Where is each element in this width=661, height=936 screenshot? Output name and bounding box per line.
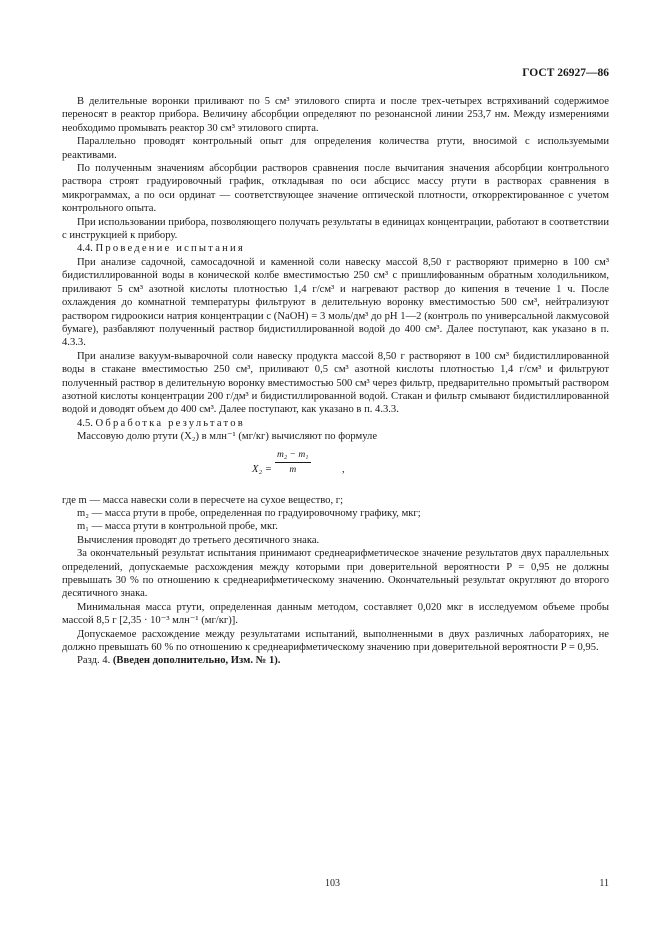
paragraph-7: Массовую долю ртути (X₂) в млн⁻¹ (мг/кг) вычисляют по формуле [77,431,378,443]
paragraph-3: По полученным значениям абсорбции растворов сравнения после вычитания значения абсорбции контрольного раствора строят градуировочный график, откладывая по оси абсцисс массу ртути в растворах сравнения в микрограммах, а по оси ординат — соответствующее значение оптической плотности, откорректированное с учетом контрольного опыта. [62,163,609,215]
formula-tail: , [342,463,345,475]
page-number: 103 [325,878,340,889]
definition-m1: m₁ — масса ртути в контрольной пробе, мкг. [77,521,278,533]
paragraph-12 [62,654,609,667]
section-4-5-number: 4.5. [77,417,93,429]
amendment-section-ref: Разд. 4. [77,655,111,667]
standard-header: ГОСТ 26927—86 [522,67,609,79]
paragraph-5: При анализе садочной, самосадочной и каменной соли навеску массой 8,50 г растворяют примерно в 100 см³ бидистиллированной воды в конической колбе вместимостью 250 см³ с пришлифованным обратным холодильником, приливают 5 см³ азотной кислоты плотностью 1,4 г/см³ и нагревают раствор до кипения в течение 1 ч. После охлаждения до комнатной температуры фильтруют в делительную воронку вместимостью 500 см³, нейтрализуют раствором гидроокиси натрия концентрации с (NaOH) = 3 моль/дм³ до pH 1—2 (контроль по универсальной лакмусовой бумаге), разбавляют полученный раствор бидистиллированной водой до 400 см³. Далее поступают, как указано в п. 4.3.3. [62,256,609,349]
footer-sheet-number: 11 [599,878,609,889]
formula-denominator: m [289,464,297,475]
section-4-4-number: 4.4. [77,243,93,255]
paragraph-2: Параллельно проводят контрольный опыт для определения количества ртути, вносимой с используемыми реактивами. [62,136,609,161]
paragraph-11: Допускаемое расхождение между результатами испытаний, выполненными в двух различных лабораториях, не должно превышать 60 % по отношению к среднеарифметическому значению при доверительной вероятности P = 0,95. [62,628,609,654]
document-body [62,95,609,668]
paragraph-1: В делительные воронки приливают по 5 см³ этилового спирта и после трех-четырех встряхиваний содержимое переносят в реактор прибора. Величину абсорбции определяют по резонансной линии 253,7 нм. Между измерениями необходимо промывать реактор 30 см³ этилового спирта. [62,96,609,134]
definition-m2: m₂ — масса ртути в пробе, определенная по градуировочному графику, мкг; [77,507,421,519]
section-4-4-title: Проведение испытания [95,243,245,255]
formula-lhs: X₂ = [252,463,272,475]
section-4-5-heading [62,417,609,430]
definition-m: где m — масса навески соли в пересчете на сухое вещество, г; [62,494,344,506]
formula-numerator: m₂ − m₁ [275,450,311,463]
paragraph-9: За окончательный результат испытания принимают среднеарифметическое значение результатов двух параллельных определений, допускаемые расхождения между которыми при доверительной вероятности P = 0,95 не должны превышать 30 % по отношению к среднеарифметическому значению. Окончательный результат округляют до второго десятичного знака. [62,548,609,600]
paragraph-8: Вычисления проводят до третьего десятичного знака. [77,534,320,546]
paragraph-6: При анализе вакуум-выварочной соли навеску продукта массой 8,50 г растворяют в 100 см³ бидистиллированной воды в стакане вместимостью 250 см³, приливают 0,5 см³ азотной кислоты плотностью 1,4 г/см³ и фильтруют полученный раствор в делительную воронку вместимостью 500 см³ через фильтр, предварительно промытый раствором азотной кислоты концентрации 200 г/дм³ и бидистиллированной водой. Стакан и фильтр смывают бидистиллированной водой и доводят объем до 400 см³. Далее поступают, как указано в п. 4.3.3. [62,350,609,416]
section-4-5-title: Обработка результатов [95,417,245,429]
mass-fraction-formula [62,450,609,490]
formula-fraction [275,450,311,476]
paragraph-4: При использовании прибора, позволяющего получать результаты в единицах концентрации, работают в соответствии с инструкцией к прибору. [62,216,609,242]
amendment-note: (Введен дополнительно, Изм. № 1). [112,655,281,667]
section-4-4-heading [62,242,609,255]
paragraph-10: Минимальная масса ртути, определенная данным методом, составляет 0,020 мкг в исследуемом объеме пробы массой 8,5 г [2,35 · 10⁻³ млн⁻¹ (мг/кг)]. [62,601,609,627]
